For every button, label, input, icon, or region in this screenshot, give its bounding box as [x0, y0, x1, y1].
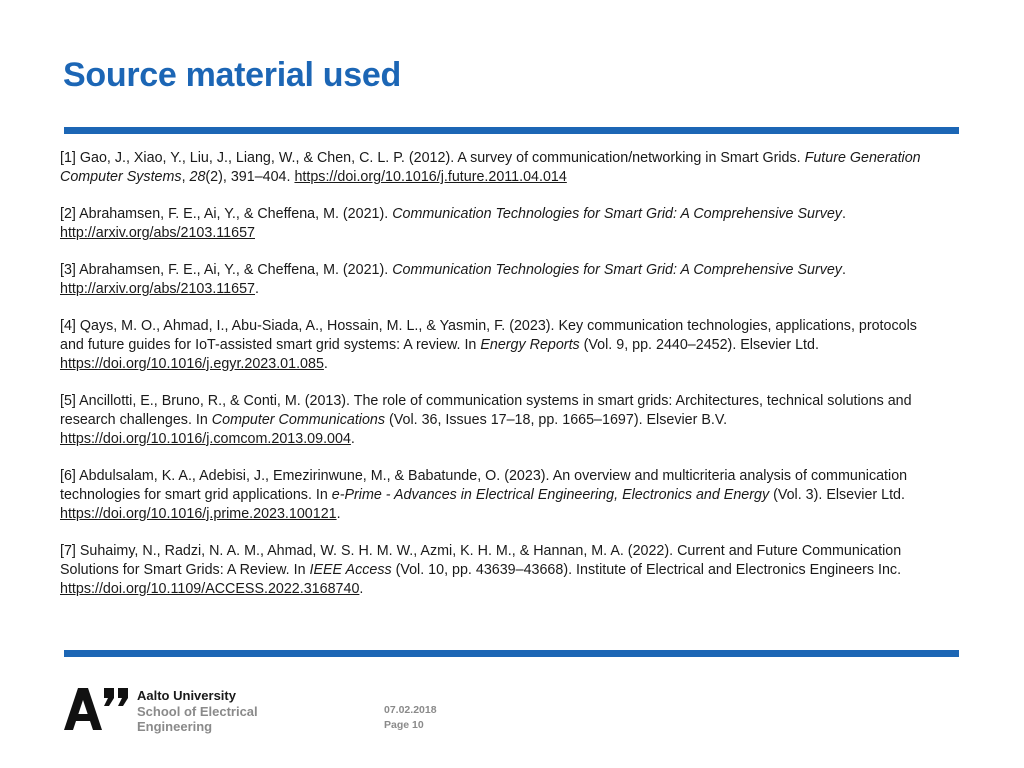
reference-link[interactable]: https://doi.org/10.1016/j.prime.2023.100121 — [60, 506, 337, 522]
reference-italic-text: Communication Technologies for Smart Grid: A Comprehensive Survey — [392, 262, 842, 278]
reference-text: (2), 391–404. — [205, 169, 295, 185]
reference-text: . — [323, 356, 328, 372]
footer-meta — [384, 703, 437, 733]
reference-item — [60, 542, 940, 599]
reference-list — [60, 149, 940, 617]
slide-title: Source material used — [63, 56, 401, 94]
school-name-line2: Engineering — [137, 719, 213, 734]
reference-item — [60, 205, 940, 243]
reference-text: [6] Abdulsalam, K. A., Adebisi, J., Emezirinwune, M., & Babatunde, O. (2023). An overview and multicriteria analysis of communication technologies for smart grid applications. In — [60, 468, 908, 503]
reference-italic-text: Future Generation Computer Systems — [60, 150, 921, 185]
reference-link[interactable]: https://doi.org/10.1109/ACCESS.2022.3168740 — [60, 581, 360, 597]
reference-link[interactable]: https://doi.org/10.1016/j.future.2011.04.014 — [294, 169, 567, 185]
footer-organization — [137, 688, 258, 735]
reference-item — [60, 261, 940, 299]
reference-text: . — [841, 262, 846, 278]
aalto-logo-icon — [64, 688, 130, 730]
reference-link[interactable]: https://doi.org/10.1016/j.egyr.2023.01.085 — [60, 356, 324, 372]
reference-text: . — [841, 206, 846, 222]
slide-date: 07.02.2018 — [384, 704, 437, 716]
reference-text: (Vol. 36, Issues 17–18, pp. 1665–1697). Elsevier B.V. — [385, 412, 728, 428]
reference-text: (Vol. 3). Elsevier Ltd. — [769, 487, 905, 503]
reference-link[interactable]: http://arxiv.org/abs/2103.11657 — [60, 281, 255, 297]
reference-italic-text: Computer Communications — [211, 412, 386, 428]
reference-italic-text: Energy Reports — [480, 337, 580, 353]
page-number: Page 10 — [384, 719, 424, 731]
footer-divider — [64, 650, 959, 657]
reference-item — [60, 467, 940, 524]
title-divider — [64, 127, 959, 134]
reference-text: . — [255, 281, 259, 297]
reference-text: [7] Suhaimy, N., Radzi, N. A. M., Ahmad, W. S. H. M. W., Azmi, K. H. M., & Hannan, M. A. (2022). Current and Future Communication Solutions for Smart Grids: A Review. In — [60, 543, 902, 578]
reference-text: [3] Abrahamsen, F. E., Ai, Y., & Cheffena, M. (2021). — [60, 262, 393, 278]
reference-text: , — [181, 169, 190, 185]
reference-text: . — [359, 581, 364, 597]
school-name-line1: School of Electrical — [137, 703, 258, 719]
reference-item — [60, 317, 940, 374]
reference-text: [4] Qays, M. O., Ahmad, I., Abu-Siada, A., Hossain, M. L., & Yasmin, F. (2023). Key communication technologies, applications, protocols and future guides for IoT-assisted smart grid systems: A review. In — [60, 318, 917, 353]
reference-text: [5] Ancillotti, E., Bruno, R., & Conti, M. (2013). The role of communication systems in smart grids: Architectures, technical solutions and research challenges. In — [60, 393, 912, 428]
reference-text: . — [350, 431, 355, 447]
reference-italic-text: Communication Technologies for Smart Grid: A Comprehensive Survey — [392, 206, 842, 222]
reference-text: (Vol. 9, pp. 2440–2452). Elsevier Ltd. — [579, 337, 819, 353]
reference-item — [60, 392, 940, 449]
reference-link[interactable]: http://arxiv.org/abs/2103.11657 — [60, 225, 255, 241]
reference-text: [1] Gao, J., Xiao, Y., Liu, J., Liang, W., & Chen, C. L. P. (2012). A survey of communication/networking in Smart Grids. — [60, 150, 805, 166]
reference-item — [60, 149, 940, 187]
reference-text: (Vol. 10, pp. 43639–43668). Institute of Electrical and Electronics Engineers Inc. — [391, 562, 902, 578]
reference-text: [2] Abrahamsen, F. E., Ai, Y., & Cheffena, M. (2021). — [60, 206, 393, 222]
reference-link[interactable]: https://doi.org/10.1016/j.comcom.2013.09.004 — [60, 431, 351, 447]
university-name: Aalto University — [137, 688, 236, 703]
reference-italic-text: IEEE Access — [309, 562, 392, 578]
reference-italic-text: 28 — [189, 169, 206, 185]
reference-italic-text: e-Prime - Advances in Electrical Engineering, Electronics and Energy — [331, 487, 770, 503]
reference-text: . — [336, 506, 341, 522]
